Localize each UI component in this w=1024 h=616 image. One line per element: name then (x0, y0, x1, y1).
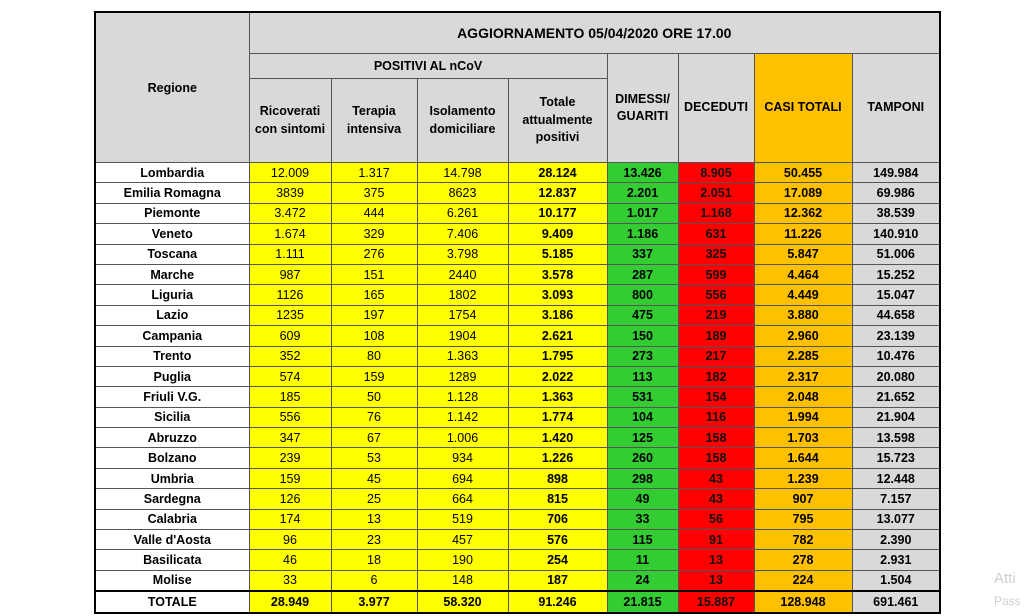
cell-ricoverati: 1126 (249, 285, 331, 305)
cell-isolamento: 664 (417, 489, 508, 509)
total-ricoverati: 28.949 (249, 591, 331, 613)
total-row (95, 591, 940, 613)
cell-ricoverati: 609 (249, 326, 331, 346)
cell-regione: Calabria (95, 509, 249, 529)
total-casi: 128.948 (754, 591, 852, 613)
cell-casi-totali: 2.285 (754, 346, 852, 366)
cell-terapia: 18 (331, 550, 417, 570)
cell-regione: Sardegna (95, 489, 249, 509)
cell-isolamento: 6.261 (417, 203, 508, 223)
table-row (95, 530, 940, 550)
cell-terapia: 25 (331, 489, 417, 509)
cell-totale-positivi: 706 (508, 509, 607, 529)
total-positivi: 91.246 (508, 591, 607, 613)
cell-dimessi: 13.426 (607, 163, 678, 183)
table-row (95, 285, 940, 305)
table-row (95, 407, 940, 427)
cell-ricoverati: 987 (249, 264, 331, 284)
cell-ricoverati: 12.009 (249, 163, 331, 183)
cell-isolamento: 8623 (417, 183, 508, 203)
cell-ricoverati: 347 (249, 428, 331, 448)
cell-terapia: 53 (331, 448, 417, 468)
cell-regione: Lombardia (95, 163, 249, 183)
cell-regione: Abruzzo (95, 428, 249, 448)
cell-tamponi: 1.504 (852, 570, 940, 590)
table-row (95, 264, 940, 284)
table-row (95, 346, 940, 366)
cell-regione: Campania (95, 326, 249, 346)
cell-tamponi: 7.157 (852, 489, 940, 509)
cell-tamponi: 38.539 (852, 203, 940, 223)
cell-tamponi: 20.080 (852, 366, 940, 386)
cell-terapia: 80 (331, 346, 417, 366)
cell-isolamento: 1.142 (417, 407, 508, 427)
cell-tamponi: 23.139 (852, 326, 940, 346)
cell-tamponi: 69.986 (852, 183, 940, 203)
cell-casi-totali: 4.464 (754, 264, 852, 284)
table-row (95, 203, 940, 223)
table-row (95, 387, 940, 407)
cell-dimessi: 273 (607, 346, 678, 366)
cell-terapia: 276 (331, 244, 417, 264)
cell-dimessi: 531 (607, 387, 678, 407)
header-deceduti: DECEDUTI (678, 54, 754, 163)
cell-regione: Molise (95, 570, 249, 590)
cell-deceduti: 325 (678, 244, 754, 264)
cell-tamponi: 2.931 (852, 550, 940, 570)
cell-tamponi: 2.390 (852, 530, 940, 550)
total-dimessi: 21.815 (607, 591, 678, 613)
header-totale-positivi: Totale attualmente positivi (508, 79, 607, 163)
cell-deceduti: 182 (678, 366, 754, 386)
cell-regione: Piemonte (95, 203, 249, 223)
table-row (95, 163, 940, 183)
cell-ricoverati: 1.674 (249, 224, 331, 244)
cell-totale-positivi: 2.022 (508, 366, 607, 386)
cell-terapia: 50 (331, 387, 417, 407)
table-row (95, 183, 940, 203)
cell-casi-totali: 50.455 (754, 163, 852, 183)
cell-ricoverati: 1235 (249, 305, 331, 325)
cell-deceduti: 116 (678, 407, 754, 427)
cell-tamponi: 51.006 (852, 244, 940, 264)
cell-isolamento: 2440 (417, 264, 508, 284)
cell-regione: Friuli V.G. (95, 387, 249, 407)
cell-totale-positivi: 1.795 (508, 346, 607, 366)
table-row (95, 326, 940, 346)
cell-dimessi: 24 (607, 570, 678, 590)
cell-ricoverati: 239 (249, 448, 331, 468)
cell-tamponi: 15.047 (852, 285, 940, 305)
cell-regione: Marche (95, 264, 249, 284)
cell-tamponi: 140.910 (852, 224, 940, 244)
cell-isolamento: 1.006 (417, 428, 508, 448)
cell-dimessi: 1.017 (607, 203, 678, 223)
header-ricoverati: Ricoverati con sintomi (249, 79, 331, 163)
cell-regione: Puglia (95, 366, 249, 386)
cell-dimessi: 49 (607, 489, 678, 509)
cell-casi-totali: 2.960 (754, 326, 852, 346)
header-tamponi: TAMPONI (852, 54, 940, 163)
cell-terapia: 108 (331, 326, 417, 346)
cell-totale-positivi: 10.177 (508, 203, 607, 223)
header-dimessi: DIMESSI/ GUARITI (607, 54, 678, 163)
cell-deceduti: 158 (678, 428, 754, 448)
cell-tamponi: 12.448 (852, 468, 940, 488)
cell-casi-totali: 1.644 (754, 448, 852, 468)
cell-isolamento: 1289 (417, 366, 508, 386)
cell-regione: Veneto (95, 224, 249, 244)
cell-totale-positivi: 187 (508, 570, 607, 590)
cell-dimessi: 104 (607, 407, 678, 427)
cell-tamponi: 44.658 (852, 305, 940, 325)
cell-isolamento: 934 (417, 448, 508, 468)
total-label: TOTALE (95, 591, 249, 613)
cell-ricoverati: 33 (249, 570, 331, 590)
cell-totale-positivi: 1.226 (508, 448, 607, 468)
cell-ricoverati: 3839 (249, 183, 331, 203)
cell-casi-totali: 11.226 (754, 224, 852, 244)
table-row (95, 428, 940, 448)
cell-totale-positivi: 3.093 (508, 285, 607, 305)
cell-terapia: 67 (331, 428, 417, 448)
cell-terapia: 76 (331, 407, 417, 427)
cell-totale-positivi: 1.420 (508, 428, 607, 448)
cell-deceduti: 43 (678, 468, 754, 488)
table-row (95, 224, 940, 244)
cell-terapia: 197 (331, 305, 417, 325)
cell-casi-totali: 12.362 (754, 203, 852, 223)
cell-terapia: 13 (331, 509, 417, 529)
cell-tamponi: 149.984 (852, 163, 940, 183)
cell-regione: Trento (95, 346, 249, 366)
cell-dimessi: 298 (607, 468, 678, 488)
cell-terapia: 444 (331, 203, 417, 223)
header-casi-totali: CASI TOTALI (754, 54, 852, 163)
cell-casi-totali: 224 (754, 570, 852, 590)
table-row (95, 570, 940, 590)
cell-ricoverati: 46 (249, 550, 331, 570)
cell-ricoverati: 352 (249, 346, 331, 366)
cell-regione: Sicilia (95, 407, 249, 427)
cell-isolamento: 7.406 (417, 224, 508, 244)
cell-terapia: 45 (331, 468, 417, 488)
cell-casi-totali: 278 (754, 550, 852, 570)
cell-regione: Basilicata (95, 550, 249, 570)
cell-dimessi: 800 (607, 285, 678, 305)
table-row (95, 468, 940, 488)
cell-deceduti: 556 (678, 285, 754, 305)
cell-isolamento: 519 (417, 509, 508, 529)
cell-totale-positivi: 12.837 (508, 183, 607, 203)
cell-deceduti: 8.905 (678, 163, 754, 183)
watermark-line-1: Atti (994, 570, 1016, 587)
cell-dimessi: 150 (607, 326, 678, 346)
cell-isolamento: 148 (417, 570, 508, 590)
cell-casi-totali: 17.089 (754, 183, 852, 203)
cell-terapia: 329 (331, 224, 417, 244)
cell-casi-totali: 4.449 (754, 285, 852, 305)
cell-dimessi: 1.186 (607, 224, 678, 244)
header-isolamento: Isolamento domiciliare (417, 79, 508, 163)
cell-tamponi: 21.904 (852, 407, 940, 427)
cell-totale-positivi: 1.774 (508, 407, 607, 427)
cell-dimessi: 33 (607, 509, 678, 529)
cell-dimessi: 337 (607, 244, 678, 264)
cell-ricoverati: 174 (249, 509, 331, 529)
cell-regione: Toscana (95, 244, 249, 264)
cell-dimessi: 475 (607, 305, 678, 325)
cell-deceduti: 43 (678, 489, 754, 509)
cell-ricoverati: 159 (249, 468, 331, 488)
table-row (95, 509, 940, 529)
cell-isolamento: 1.363 (417, 346, 508, 366)
total-deceduti: 15.887 (678, 591, 754, 613)
cell-ricoverati: 556 (249, 407, 331, 427)
cell-casi-totali: 3.880 (754, 305, 852, 325)
cell-deceduti: 154 (678, 387, 754, 407)
cell-ricoverati: 126 (249, 489, 331, 509)
cell-casi-totali: 782 (754, 530, 852, 550)
cell-totale-positivi: 1.363 (508, 387, 607, 407)
cell-casi-totali: 2.317 (754, 366, 852, 386)
cell-deceduti: 13 (678, 550, 754, 570)
table-row (95, 305, 940, 325)
cell-tamponi: 15.252 (852, 264, 940, 284)
table-row (95, 366, 940, 386)
cell-deceduti: 599 (678, 264, 754, 284)
cell-totale-positivi: 2.621 (508, 326, 607, 346)
cell-dimessi: 260 (607, 448, 678, 468)
cell-isolamento: 1802 (417, 285, 508, 305)
cell-isolamento: 457 (417, 530, 508, 550)
update-title: AGGIORNAMENTO 05/04/2020 ORE 17.00 (249, 12, 940, 54)
header-terapia: Terapia intensiva (331, 79, 417, 163)
cell-dimessi: 125 (607, 428, 678, 448)
cell-totale-positivi: 28.124 (508, 163, 607, 183)
cell-isolamento: 190 (417, 550, 508, 570)
cell-dimessi: 287 (607, 264, 678, 284)
cell-casi-totali: 1.703 (754, 428, 852, 448)
cell-deceduti: 56 (678, 509, 754, 529)
watermark-line-2: Pass (994, 594, 1021, 608)
cell-regione: Valle d'Aosta (95, 530, 249, 550)
cell-isolamento: 1.128 (417, 387, 508, 407)
cell-deceduti: 2.051 (678, 183, 754, 203)
cell-totale-positivi: 254 (508, 550, 607, 570)
total-terapia: 3.977 (331, 591, 417, 613)
cell-terapia: 151 (331, 264, 417, 284)
covid-cases-table (94, 11, 941, 614)
cell-casi-totali: 1.239 (754, 468, 852, 488)
cell-casi-totali: 907 (754, 489, 852, 509)
cell-casi-totali: 5.847 (754, 244, 852, 264)
cell-isolamento: 694 (417, 468, 508, 488)
cell-terapia: 1.317 (331, 163, 417, 183)
cell-terapia: 159 (331, 366, 417, 386)
header-regione: Regione (95, 12, 249, 163)
cell-deceduti: 91 (678, 530, 754, 550)
cell-totale-positivi: 576 (508, 530, 607, 550)
cell-casi-totali: 1.994 (754, 407, 852, 427)
cell-totale-positivi: 3.578 (508, 264, 607, 284)
cell-totale-positivi: 9.409 (508, 224, 607, 244)
table-row (95, 550, 940, 570)
cell-terapia: 375 (331, 183, 417, 203)
cell-totale-positivi: 5.185 (508, 244, 607, 264)
cell-terapia: 165 (331, 285, 417, 305)
cell-isolamento: 14.798 (417, 163, 508, 183)
cell-totale-positivi: 898 (508, 468, 607, 488)
total-tamponi: 691.461 (852, 591, 940, 613)
cell-isolamento: 1754 (417, 305, 508, 325)
cell-dimessi: 113 (607, 366, 678, 386)
cell-ricoverati: 574 (249, 366, 331, 386)
cell-regione: Lazio (95, 305, 249, 325)
cell-ricoverati: 3.472 (249, 203, 331, 223)
cell-tamponi: 13.077 (852, 509, 940, 529)
cell-isolamento: 3.798 (417, 244, 508, 264)
header-positivi: POSITIVI AL nCoV (249, 54, 607, 79)
table-row (95, 448, 940, 468)
cell-tamponi: 15.723 (852, 448, 940, 468)
cell-dimessi: 115 (607, 530, 678, 550)
cell-dimessi: 11 (607, 550, 678, 570)
cell-deceduti: 217 (678, 346, 754, 366)
cell-deceduti: 631 (678, 224, 754, 244)
table-row (95, 244, 940, 264)
cell-dimessi: 2.201 (607, 183, 678, 203)
cell-ricoverati: 96 (249, 530, 331, 550)
cell-terapia: 6 (331, 570, 417, 590)
cell-totale-positivi: 815 (508, 489, 607, 509)
cell-tamponi: 21.652 (852, 387, 940, 407)
cell-ricoverati: 1.111 (249, 244, 331, 264)
cell-regione: Bolzano (95, 448, 249, 468)
cell-ricoverati: 185 (249, 387, 331, 407)
total-isolamento: 58.320 (417, 591, 508, 613)
cell-regione: Emilia Romagna (95, 183, 249, 203)
cell-deceduti: 189 (678, 326, 754, 346)
watermark-text (994, 568, 1021, 612)
cell-casi-totali: 795 (754, 509, 852, 529)
cell-deceduti: 13 (678, 570, 754, 590)
cell-tamponi: 10.476 (852, 346, 940, 366)
cell-isolamento: 1904 (417, 326, 508, 346)
cell-totale-positivi: 3.186 (508, 305, 607, 325)
cell-regione: Umbria (95, 468, 249, 488)
cell-terapia: 23 (331, 530, 417, 550)
cell-casi-totali: 2.048 (754, 387, 852, 407)
table-row (95, 489, 940, 509)
cell-deceduti: 219 (678, 305, 754, 325)
cell-deceduti: 158 (678, 448, 754, 468)
cell-tamponi: 13.598 (852, 428, 940, 448)
cell-deceduti: 1.168 (678, 203, 754, 223)
cell-regione: Liguria (95, 285, 249, 305)
